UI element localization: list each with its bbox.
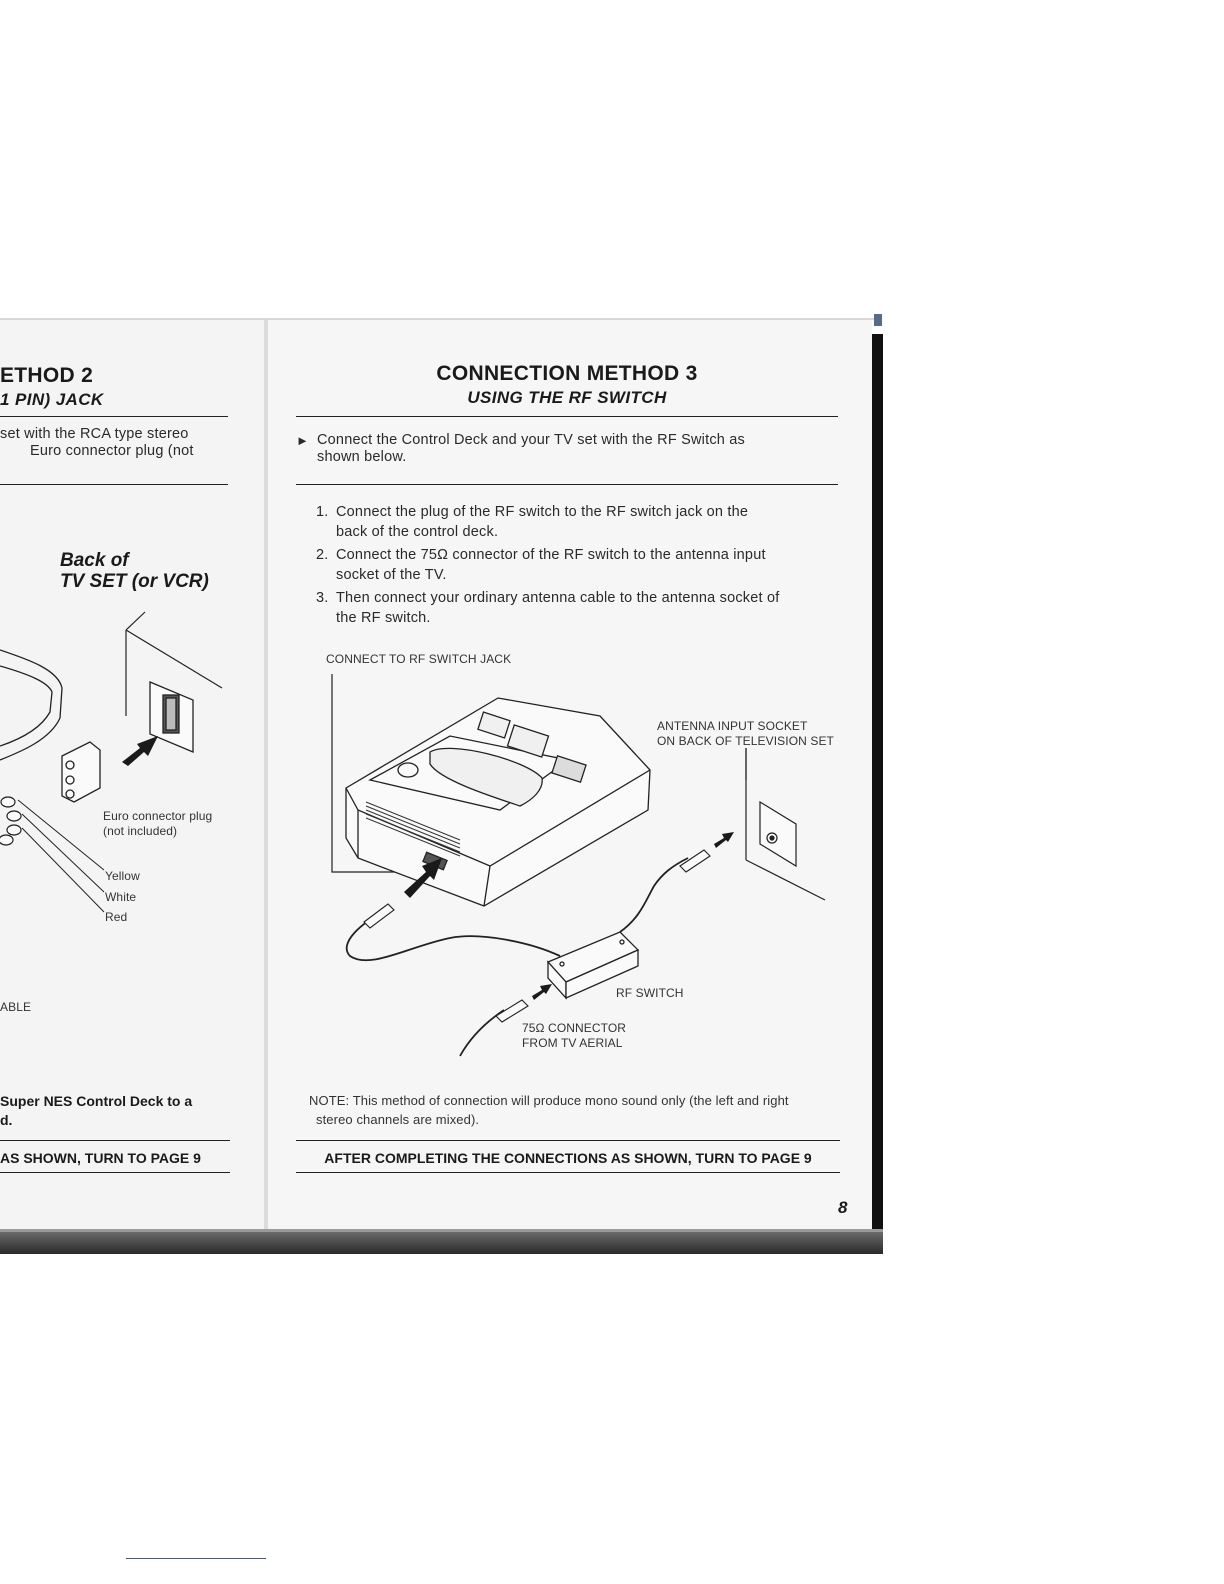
left-intro-line1: set with the RCA type stereo bbox=[0, 426, 189, 442]
step-line: back of the control deck. bbox=[336, 524, 499, 540]
left-intro-line2: Euro connector plug (not bbox=[30, 443, 194, 459]
cable-color-red: Red bbox=[105, 910, 128, 924]
step-line: Connect the 75Ω connector of the RF switch to the antenna input bbox=[336, 547, 766, 563]
step-line: socket of the TV. bbox=[336, 567, 447, 583]
step-line: Connect the plug of the RF switch to the RF switch jack on the bbox=[336, 504, 749, 520]
left-page-title: ETHOD 2 bbox=[0, 364, 94, 387]
label-connect-rf-jack: CONNECT TO RF SWITCH JACK bbox=[326, 652, 512, 666]
back-of-tv-label bbox=[60, 550, 209, 592]
intro-rule bbox=[296, 484, 838, 485]
cable-color-yellow: Yellow bbox=[105, 869, 140, 883]
back-of-tv-line2: TV SET (or VCR) bbox=[60, 571, 209, 592]
rf-plug-right bbox=[680, 850, 710, 872]
scan-right-edge bbox=[872, 334, 883, 1254]
console-edge bbox=[0, 650, 62, 760]
scart-socket bbox=[150, 682, 193, 752]
rca-plugs bbox=[0, 797, 21, 845]
page-subtitle: USING THE RF SWITCH bbox=[467, 388, 667, 407]
intro-paragraph bbox=[296, 432, 826, 466]
euro-plug-label-line2: (not included) bbox=[103, 824, 178, 838]
stray-scan-line bbox=[126, 1558, 266, 1559]
euro-plug-label-line1: Euro connector plug bbox=[103, 809, 213, 823]
left-note-line2: d. bbox=[0, 1112, 13, 1128]
left-page-subtitle: 1 PIN) JACK bbox=[0, 390, 104, 409]
left-note-line1: Super NES Control Deck to a bbox=[0, 1093, 193, 1109]
left-note bbox=[0, 1092, 192, 1130]
rf-cable-right bbox=[620, 858, 688, 932]
intro-line1: Connect the Control Deck and your TV set with the RF Switch as bbox=[317, 432, 745, 448]
footer-instruction: AFTER COMPLETING THE CONNECTIONS AS SHOWN, TURN TO PAGE 9 bbox=[324, 1150, 812, 1166]
page-gutter bbox=[264, 320, 268, 1234]
left-footer: AS SHOWN, TURN TO PAGE 9 bbox=[0, 1150, 201, 1166]
label-75-line1: 75Ω CONNECTOR bbox=[522, 1021, 627, 1035]
step-number: 2. bbox=[316, 547, 329, 563]
insert-arrow bbox=[122, 736, 158, 766]
step-item bbox=[316, 545, 840, 585]
page-title: CONNECTION METHOD 3 bbox=[436, 362, 698, 385]
left-footer-rule-top bbox=[0, 1140, 230, 1141]
scan-corner-mark bbox=[874, 314, 882, 326]
socket-arrow bbox=[714, 832, 734, 848]
back-of-tv-line1: Back of bbox=[60, 550, 129, 571]
left-footer-rule-bottom bbox=[0, 1172, 230, 1173]
aerial-plug bbox=[496, 1000, 528, 1022]
left-intro bbox=[0, 426, 230, 460]
title-rule bbox=[296, 416, 838, 417]
euro-plug bbox=[62, 742, 100, 802]
rf-plug-left bbox=[364, 904, 394, 928]
label-antenna-line1: ANTENNA INPUT SOCKET bbox=[657, 719, 808, 733]
label-75-connector bbox=[522, 1021, 626, 1051]
footer-rule-top bbox=[296, 1140, 840, 1141]
label-antenna-line2: ON BACK OF TELEVISION SET bbox=[657, 734, 834, 748]
cable-color-white: White bbox=[105, 889, 137, 904]
rf-input-arrow bbox=[532, 984, 552, 1000]
cable-leader-lines bbox=[18, 800, 104, 912]
left-title-rule bbox=[0, 416, 228, 417]
scan-top-edge bbox=[0, 318, 880, 320]
left-intro-rule bbox=[0, 484, 228, 485]
step-number: 1. bbox=[316, 504, 329, 520]
label-75-line2: FROM TV AERIAL bbox=[522, 1036, 623, 1050]
note-line1: NOTE: This method of connection will produce mono sound only (the left and right bbox=[309, 1093, 789, 1108]
note bbox=[309, 1091, 849, 1129]
note-line2: stereo channels are mixed). bbox=[316, 1112, 480, 1127]
scan-bottom-edge bbox=[0, 1232, 883, 1254]
footer-rule-bottom bbox=[296, 1172, 840, 1173]
euro-plug-label bbox=[103, 809, 212, 839]
intro-line2: shown below. bbox=[317, 449, 407, 465]
bullet-arrow-icon: ► bbox=[296, 433, 310, 448]
step-item bbox=[316, 588, 840, 628]
step-line: the RF switch. bbox=[336, 610, 431, 626]
antenna-socket bbox=[760, 802, 796, 866]
step-number: 3. bbox=[316, 590, 329, 606]
steps-list bbox=[316, 502, 840, 631]
cable-color-labels bbox=[105, 866, 140, 928]
control-deck-console bbox=[346, 698, 650, 906]
label-rf-switch: RF SWITCH bbox=[616, 986, 684, 1000]
step-item bbox=[316, 502, 840, 542]
label-antenna-input bbox=[657, 719, 834, 749]
page-number: 8 bbox=[838, 1198, 848, 1217]
cable-label: ABLE bbox=[0, 1000, 32, 1014]
step-line: Then connect your ordinary antenna cable to the antenna socket of bbox=[336, 590, 780, 606]
